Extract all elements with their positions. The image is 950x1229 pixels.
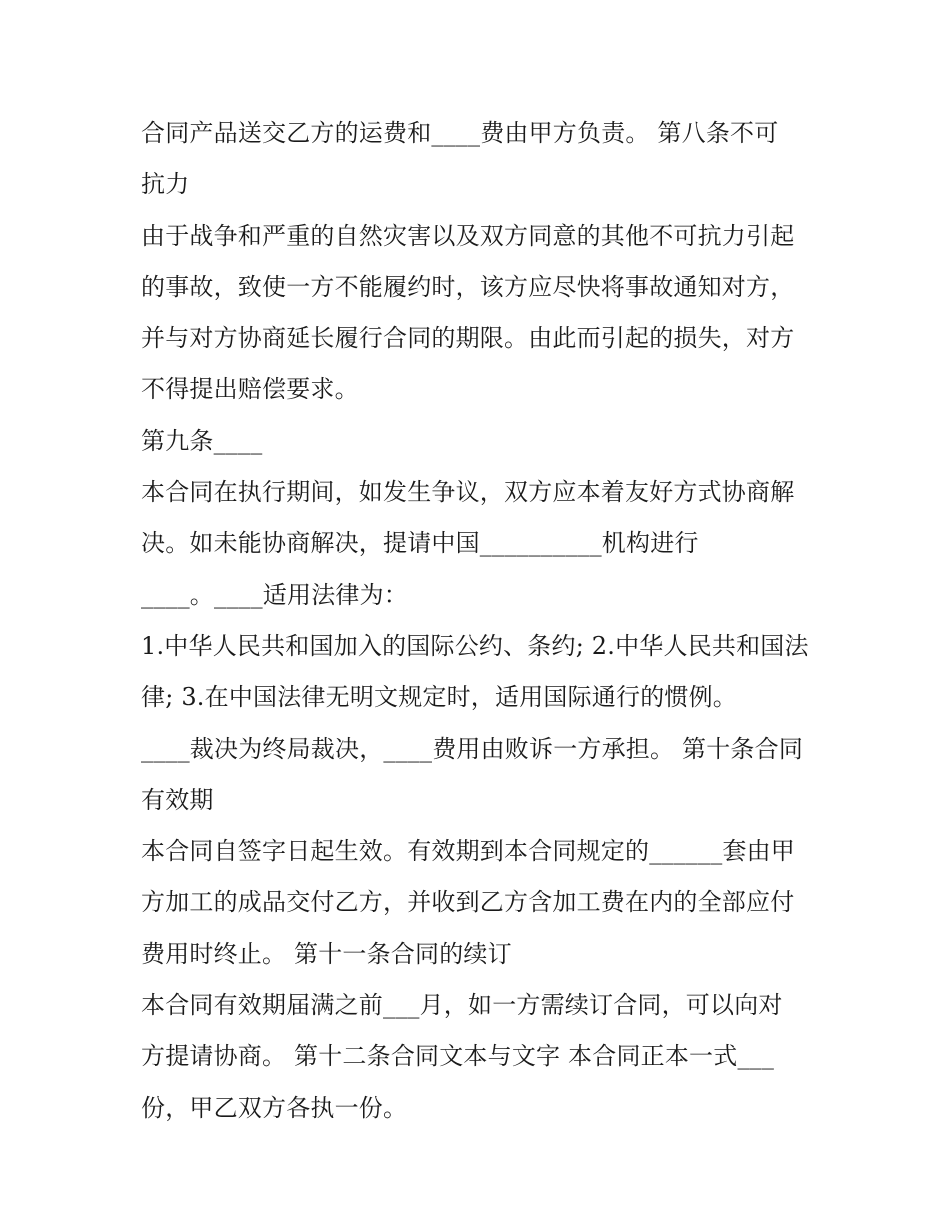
text-line: 1.中华人民共和国加入的国际公约、条约; 2.中华人民共和国法 [141,631,809,660]
document-body [141,108,821,1134]
text-line: 份，甲乙双方各执一份。 [141,1093,408,1122]
text-line: 本合同自签字日起生效。有效期到本合同规定的______套由甲 [141,837,795,866]
text-line: 本合同在执行期间，如发生争议，双方应本着友好方式协商解 [141,478,795,507]
text-line: 方提请协商。 第十二条合同文本与文字 本合同正本一式___ [141,1042,775,1071]
text-line: 律; 3.在中国法律无明文规定时，适用国际通行的惯例。 [141,683,738,712]
text-line: 由于战争和严重的自然灾害以及双方同意的其他不可抗力引起 [141,221,795,250]
section-heading-9: 第九条____ [141,426,263,455]
text-line: 合同产品送交乙方的运费和____费由甲方负责。 第八条不可 [141,119,779,147]
text-line: ____裁决为终局裁决，____费用由败诉一方承担。 第十条合同 [141,734,804,763]
text-line: ____。____适用法律为： [141,580,408,609]
text-line: 的事故，致使一方不能履约时，该方应尽快将事故通知对方， [141,272,795,301]
text-line: 费用时终止。 第十一条合同的续订 [141,939,512,968]
text-line: 本合同有效期届满之前___月，如一方需续订合同，可以向对 [141,991,783,1020]
text-line: 抗力 [141,170,190,199]
text-line: 决。如未能协商解决，提请中国__________机构进行 [141,529,699,558]
text-line: 方加工的成品交付乙方，并收到乙方含加工费在内的全部应付 [141,888,795,917]
text-line: 有效期 [141,785,214,814]
text-line: 不得提出赔偿要求。 [141,375,359,404]
text-line: 并与对方协商延长履行合同的期限。由此而引起的损失，对方 [141,324,795,353]
